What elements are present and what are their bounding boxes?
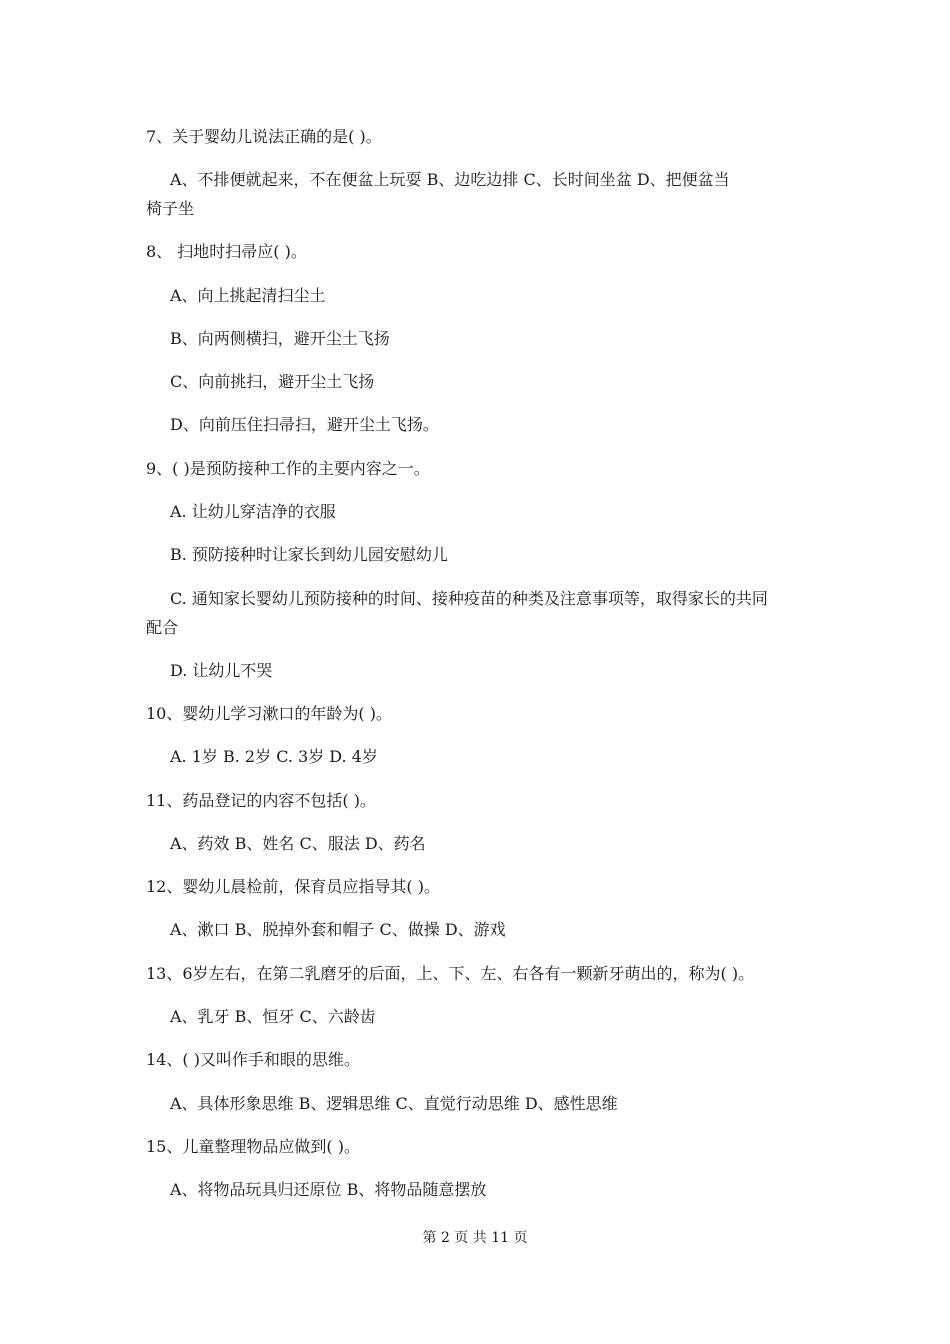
question-9-option-a: A. 让幼儿穿洁净的衣服 [170,502,336,521]
question-9-option-b: B. 预防接种时让家长到幼儿园安慰幼儿 [170,545,448,564]
question-10-stem: 10、婴幼儿学习漱口的年龄为( )。 [146,704,392,723]
question-7-options-continuation: 椅子坐 [146,199,195,218]
question-11-stem: 11、药品登记的内容不包括( )。 [146,791,376,810]
question-7-options: A、不排便就起来，不在便盆上玩耍 B、边吃边排 C、长时间坐盆 D、把便盆当 [170,170,730,189]
question-14-stem: 14、( )又叫作手和眼的思维。 [146,1050,360,1069]
question-8-option-d: D、向前压住扫帚扫，避开尘土飞扬。 [170,415,439,434]
question-12-options: A、漱口 B、脱掉外套和帽子 C、做操 D、游戏 [170,920,506,939]
question-8-stem: 8、 扫地时扫帚应( )。 [146,242,307,261]
question-11-options: A、药效 B、姓名 C、服法 D、药名 [170,834,426,853]
question-12-stem: 12、婴幼儿晨检前，保育员应指导其( )。 [146,877,440,896]
question-8-option-b: B、向两侧横扫，避开尘土飞扬 [170,329,390,348]
question-9-option-d: D. 让幼儿不哭 [170,661,273,680]
page-number-footer: 第 2 页 共 11 页 [422,1230,528,1246]
question-14-options: A、具体形象思维 B、逻辑思维 C、直觉行动思维 D、感性思维 [170,1094,618,1113]
question-9-option-c-continuation: 配合 [146,618,179,637]
question-9-option-c: C. 通知家长婴幼儿预防接种的时间、接种疫苗的种类及注意事项等，取得家长的共同 [170,589,768,608]
question-8-option-a: A、向上挑起清扫尘土 [170,286,326,305]
question-9-stem: 9、( )是预防接种工作的主要内容之一。 [146,459,430,478]
question-8-option-c: C、向前挑扫，避开尘土飞扬 [170,372,375,391]
question-7-stem: 7、关于婴幼儿说法正确的是( )。 [146,127,382,146]
question-15-stem: 15、儿童整理物品应做到( )。 [146,1137,360,1156]
question-10-options: A. 1岁 B. 2岁 C. 3岁 D. 4岁 [170,747,378,766]
question-13-stem: 13、6岁左右，在第二乳磨牙的后面，上、下、左、右各有一颗新牙萌出的，称为( )。 [146,964,755,983]
question-15-options: A、将物品玩具归还原位 B、将物品随意摆放 [170,1180,487,1199]
question-13-options: A、乳牙 B、恒牙 C、六龄齿 [170,1007,376,1026]
